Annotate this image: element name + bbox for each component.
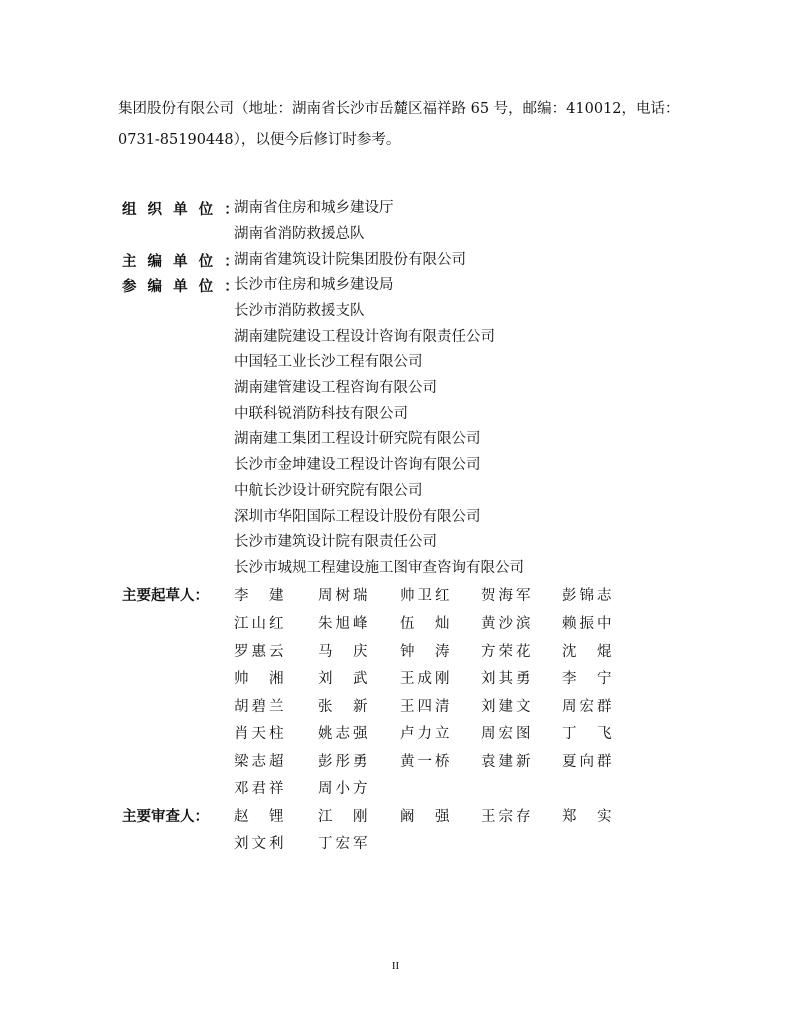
drafter-name: 王成刚 bbox=[400, 671, 453, 687]
drafter-name: 伍 灿 bbox=[400, 616, 453, 632]
drafter-name: 帅 湘 bbox=[234, 671, 287, 687]
drafter-name: 马 庆 bbox=[318, 644, 371, 660]
participant-name: 长沙市建筑设计院有限责任公司 bbox=[234, 534, 437, 550]
organizer-name: 湖南省住房和城乡建设厅 bbox=[234, 200, 394, 216]
drafter-name: 刘建文 bbox=[481, 699, 534, 715]
drafter-name: 周树瑞 bbox=[318, 588, 371, 604]
drafter-name: 丁 飞 bbox=[562, 726, 615, 742]
drafter-name: 卢力立 bbox=[400, 726, 453, 742]
drafter-name: 罗惠云 bbox=[234, 644, 287, 660]
drafter-name: 李 宁 bbox=[562, 671, 615, 687]
reviewer-name: 阚 强 bbox=[400, 809, 453, 825]
drafter-name: 王四清 bbox=[400, 699, 453, 715]
drafter-name: 贺海军 bbox=[481, 588, 534, 604]
drafter-name: 黄沙滨 bbox=[481, 616, 534, 632]
participant-name: 中国轻工业长沙工程有限公司 bbox=[234, 354, 423, 370]
reviewer-name: 郑 实 bbox=[562, 809, 615, 825]
drafter-name: 黄一桥 bbox=[400, 754, 453, 770]
drafter-name: 周小方 bbox=[318, 781, 371, 797]
drafter-name: 彭锦志 bbox=[562, 588, 615, 604]
drafter-name: 周宏群 bbox=[562, 699, 615, 715]
drafter-name: 袁建新 bbox=[481, 754, 534, 770]
drafter-name: 李 建 bbox=[234, 588, 287, 604]
participant-name: 湖南建管建设工程咨询有限公司 bbox=[234, 380, 437, 396]
drafter-name: 方荣花 bbox=[481, 644, 534, 660]
drafter-name: 赖振中 bbox=[562, 616, 615, 632]
participant-name: 中联科锐消防科技有限公司 bbox=[234, 406, 408, 422]
organizer-name: 湖南省消防救援总队 bbox=[234, 226, 365, 242]
drafter-name: 刘 武 bbox=[318, 671, 371, 687]
participant-name: 湖南建院建设工程设计咨询有限责任公司 bbox=[234, 329, 495, 345]
drafter-name: 邓君祥 bbox=[234, 781, 287, 797]
reviewers-label: 主要审查人： bbox=[122, 809, 209, 825]
drafter-name: 姚志强 bbox=[318, 726, 371, 742]
drafter-name: 彭彤勇 bbox=[318, 754, 371, 770]
drafter-name: 朱旭峰 bbox=[318, 616, 371, 632]
drafter-name: 胡碧兰 bbox=[234, 699, 287, 715]
participant-name: 长沙市住房和城乡建设局 bbox=[234, 277, 394, 293]
drafter-name: 夏向群 bbox=[562, 754, 615, 770]
drafter-name: 沈 焜 bbox=[562, 644, 615, 660]
reviewer-name: 王宗存 bbox=[481, 809, 534, 825]
participant-name: 长沙市城规工程建设施工图审查咨询有限公司 bbox=[234, 560, 524, 576]
participant-name: 长沙市金坤建设工程设计咨询有限公司 bbox=[234, 457, 481, 473]
chief-name: 湖南省建筑设计院集团股份有限公司 bbox=[234, 252, 466, 268]
drafter-name: 张 新 bbox=[318, 699, 371, 715]
drafter-name: 江山红 bbox=[234, 616, 287, 632]
participant-label: 参 编 单 位 ： bbox=[122, 279, 242, 295]
participant-name: 中航长沙设计研究院有限公司 bbox=[234, 483, 423, 499]
intro-line: 0731-85190448），以便今后修订时参考。 bbox=[118, 132, 401, 148]
drafter-name: 梁志超 bbox=[234, 754, 287, 770]
drafter-name: 帅卫红 bbox=[400, 588, 453, 604]
reviewer-name: 赵 锂 bbox=[234, 809, 287, 825]
participant-name: 深圳市华阳国际工程设计股份有限公司 bbox=[234, 509, 481, 525]
organizer-label: 组 织 单 位 ： bbox=[122, 202, 242, 218]
reviewer-name: 丁宏军 bbox=[318, 836, 371, 852]
intro-paragraph bbox=[118, 94, 678, 156]
intro-line: 集团股份有限公司（地址：湖南省长沙市岳麓区福祥路 65 号，邮编：410012，电话： bbox=[118, 101, 680, 117]
chief-label: 主 编 单 位 ： bbox=[122, 254, 242, 270]
drafter-name: 肖天柱 bbox=[234, 726, 287, 742]
reviewer-name: 江 刚 bbox=[318, 809, 371, 825]
participant-name: 长沙市消防救援支队 bbox=[234, 303, 365, 319]
drafter-name: 钟 涛 bbox=[400, 644, 453, 660]
page-number: II bbox=[391, 960, 400, 972]
drafter-name: 周宏图 bbox=[481, 726, 534, 742]
drafters-label: 主要起草人： bbox=[122, 588, 209, 604]
drafter-name: 刘其勇 bbox=[481, 671, 534, 687]
participant-name: 湖南建工集团工程设计研究院有限公司 bbox=[234, 431, 481, 447]
reviewer-name: 刘文利 bbox=[234, 836, 287, 852]
